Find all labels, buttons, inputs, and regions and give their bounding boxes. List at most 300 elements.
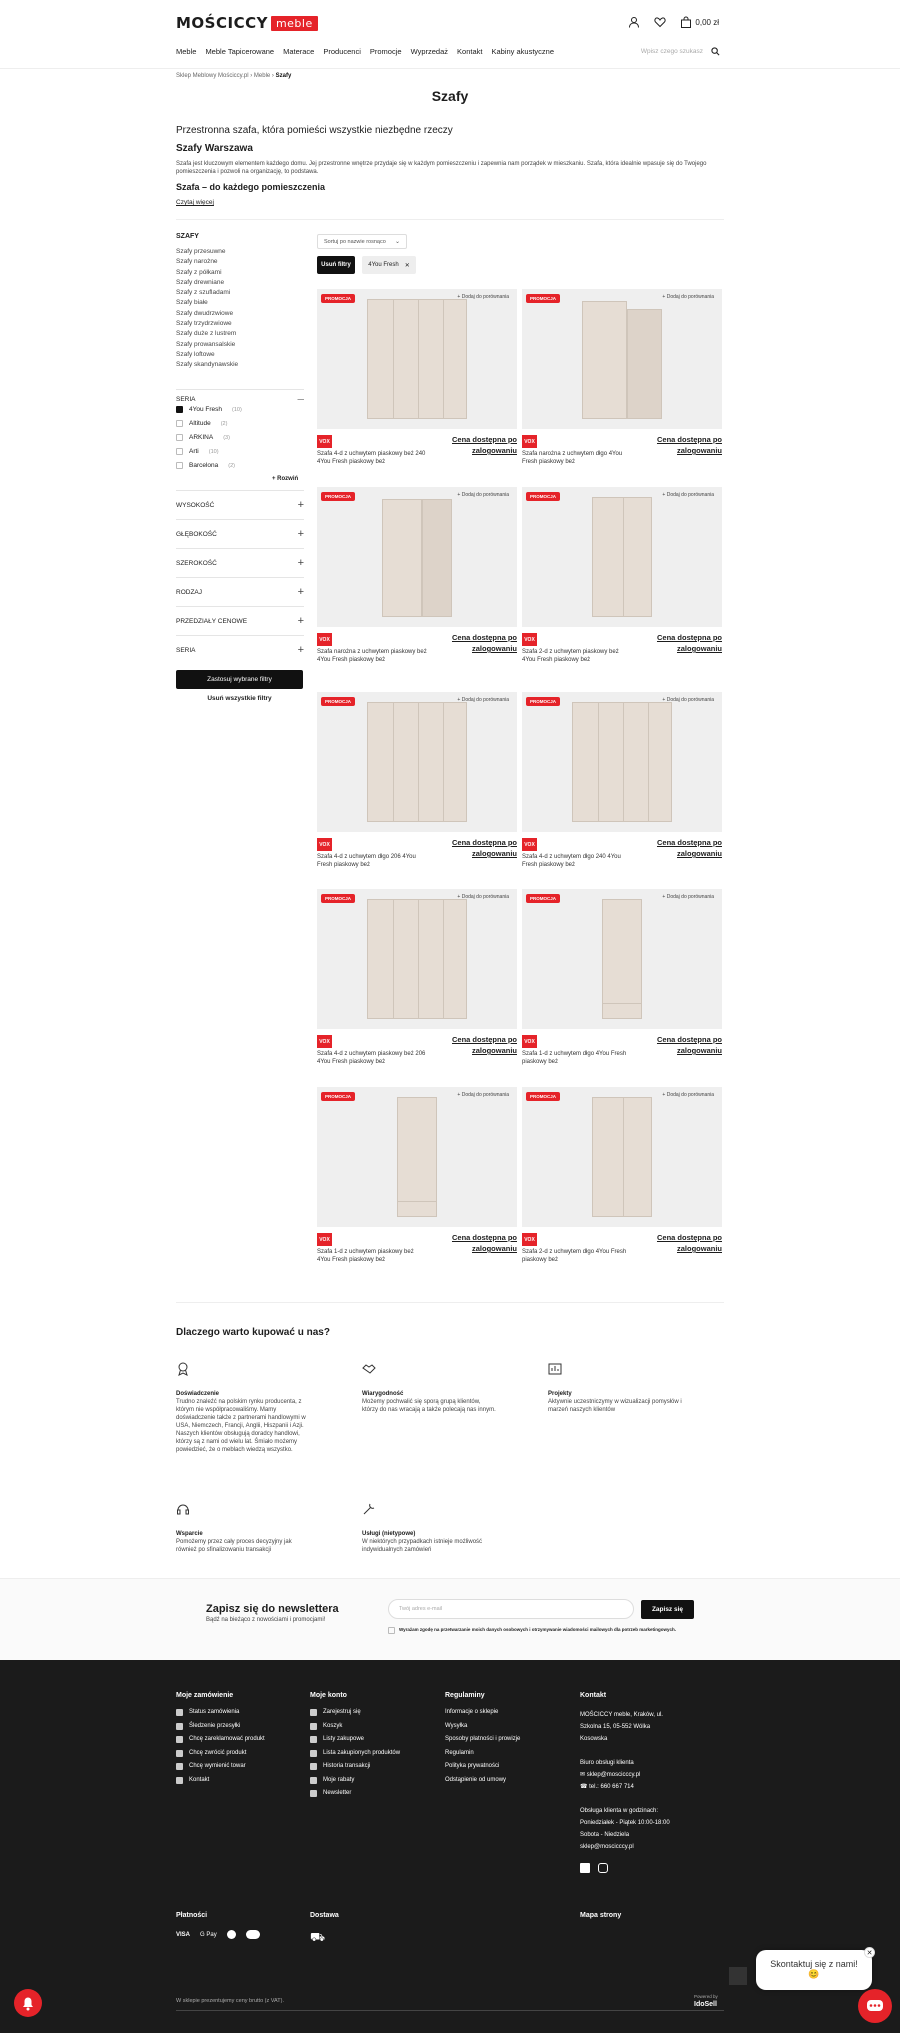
feature-title: Usługi (nietypowe) xyxy=(362,1531,416,1537)
login-price-link[interactable]: Cena dostępna po zalogowaniu xyxy=(451,633,517,653)
discount-icon xyxy=(310,1777,317,1784)
footer-link[interactable] xyxy=(310,1763,420,1771)
why-us-title: Dlaczego warto kupować u nas? xyxy=(176,1327,330,1338)
product-image[interactable] xyxy=(522,1087,722,1227)
compare-link[interactable]: + Dodaj do porównania xyxy=(662,697,714,703)
product-name[interactable]: Szafa 1-d z uchwytem dłgo 4You Fresh piaskowy beż xyxy=(522,1051,627,1065)
delivery-logos xyxy=(310,1930,325,1946)
checkbox[interactable] xyxy=(176,462,183,469)
facet-label: GŁĘBOKOŚĆ xyxy=(176,530,217,538)
filter-option-arkina[interactable] xyxy=(176,434,230,441)
feature-title: Projekty xyxy=(548,1391,572,1397)
bag-icon xyxy=(680,16,692,28)
footer-col-contact xyxy=(580,1692,720,1873)
nav-item-tapicerowane[interactable]: Meble Tapicerowane xyxy=(205,47,275,56)
feature-desc: W niektórych przypadkach istnieje możliwość indywidualnych zamówień xyxy=(362,1539,483,1553)
footer-link[interactable] xyxy=(310,1709,420,1717)
apply-filters-button[interactable]: Zastosuj wybrane filtry xyxy=(176,670,303,689)
gpay-icon: G Pay xyxy=(200,1931,217,1938)
facet-szerokosc[interactable] xyxy=(176,548,304,577)
product-card[interactable] xyxy=(317,889,517,1086)
contact-line: Sobota - Niedziela xyxy=(580,1832,630,1838)
filter-option-label: 4You Fresh xyxy=(189,406,223,413)
feature-trust xyxy=(362,1362,497,1414)
promo-badge: PROMOCJA xyxy=(321,294,355,303)
compare-link[interactable]: + Dodaj do porównania xyxy=(457,697,509,703)
product-image[interactable] xyxy=(522,289,722,429)
divider xyxy=(176,219,724,220)
product-image[interactable] xyxy=(317,487,517,627)
footer-link-label: Newsletter xyxy=(323,1790,352,1796)
footer-link-label: Historia transakcji xyxy=(323,1763,371,1769)
category-link[interactable]: Szafy skandynawskie xyxy=(176,361,239,369)
product-name[interactable]: Szafa narożna z uchwytem dłgo 4You Fresh piaskowy beż xyxy=(522,451,623,465)
product-image[interactable] xyxy=(317,289,517,429)
contact-line: MOŚCICCY meble, Kraków, ul. xyxy=(580,1712,663,1718)
product-card[interactable] xyxy=(317,487,517,684)
category-link[interactable]: Szafy z półkami xyxy=(176,268,222,276)
footer-link[interactable] xyxy=(176,1709,296,1717)
footer-heading: Kontakt xyxy=(580,1692,607,1699)
login-price-link[interactable]: Cena dostępna po zalogowaniu xyxy=(451,1233,517,1253)
compare-link[interactable]: + Dodaj do porównania xyxy=(457,294,509,300)
seria-filter-header[interactable] xyxy=(176,389,304,403)
door-seam xyxy=(623,1098,624,1216)
breadcrumb-home[interactable]: Sklep Meblowy Mościccy.pl xyxy=(176,73,249,79)
category-link[interactable]: Szafy białe xyxy=(176,299,208,307)
chat-icon xyxy=(858,1989,892,2023)
feature-title: Doświadczenie xyxy=(176,1391,220,1397)
payments-title: Płatności xyxy=(176,1912,208,1919)
footer-link-label: Chcę zareklamować produkt xyxy=(189,1736,265,1742)
product-name[interactable]: Szafa 2-d z uchwytem dłgo 4You Fresh piaskowy beż xyxy=(522,1249,627,1263)
sitemap-title[interactable]: Mapa strony xyxy=(580,1912,622,1919)
footer-link-label: Chcę wymienić towar xyxy=(189,1763,246,1769)
product-card[interactable] xyxy=(522,487,722,684)
footer-link[interactable]: Sposoby płatności i prowizje xyxy=(445,1736,521,1742)
compare-link[interactable]: + Dodaj do porównania xyxy=(662,894,714,900)
brand-logo: VOX xyxy=(522,435,537,448)
login-price-link[interactable]: Cena dostępna po zalogowaniu xyxy=(656,1233,722,1253)
login-price-link[interactable]: Cena dostępna po zalogowaniu xyxy=(451,1035,517,1055)
footer-link[interactable] xyxy=(176,1723,296,1731)
drawer xyxy=(603,1003,641,1004)
read-more-link[interactable]: Czytaj więcej xyxy=(176,199,214,206)
powered-by: Powered by xyxy=(694,1994,718,1999)
product-card[interactable] xyxy=(317,692,517,889)
brand-logo: VOX xyxy=(317,633,332,646)
door-seam xyxy=(623,498,624,616)
close-icon[interactable]: ✕ xyxy=(404,262,410,269)
nav-item-wyprzedaz[interactable]: Wyprzedaż xyxy=(410,47,449,56)
promo-badge: PROMOCJA xyxy=(321,1092,355,1101)
compare-link[interactable]: + Dodaj do porównania xyxy=(457,894,509,900)
contact-phone[interactable]: ☎ tel.: 660 667 714 xyxy=(580,1784,634,1790)
category-link[interactable]: Szafy trzydrzwiowe xyxy=(176,320,232,328)
contact-email[interactable]: ✉ sklep@moscicccy.pl xyxy=(580,1772,641,1778)
nav-item-producenci[interactable]: Producenci xyxy=(323,47,361,56)
plus-icon: + xyxy=(297,586,304,598)
sidebar-title: SZAFY xyxy=(176,233,199,240)
compare-link[interactable]: + Dodaj do porównania xyxy=(457,492,509,498)
chevron-down-icon: ⌄ xyxy=(394,239,400,245)
feature-title: Wiarygodność xyxy=(362,1391,404,1397)
list-icon xyxy=(310,1750,317,1757)
category-link[interactable]: Szafy przesuwne xyxy=(176,248,226,255)
instagram-icon[interactable] xyxy=(598,1863,608,1873)
footer-col-rules xyxy=(445,1692,565,1790)
footer-link[interactable]: Regulamin xyxy=(445,1749,474,1756)
compare-link[interactable]: + Dodaj do porównania xyxy=(662,492,714,498)
mail-icon xyxy=(310,1790,317,1797)
delivery-title: Dostawa xyxy=(310,1912,339,1919)
search-input[interactable] xyxy=(600,42,720,60)
wardrobe-image xyxy=(422,499,452,617)
page-title: Szafy xyxy=(431,88,469,104)
product-name[interactable]: Szafa 4-d z uchwytem piaskowy beż 206 4You Fresh piaskowy beż xyxy=(317,1051,426,1065)
wardrobe-image xyxy=(367,702,467,822)
wardrobe-image xyxy=(627,309,662,419)
checkbox[interactable] xyxy=(176,434,183,441)
footer-link[interactable] xyxy=(310,1723,420,1731)
drawer xyxy=(398,1201,436,1202)
footer-link-label: Listy zakupowe xyxy=(323,1736,365,1742)
footer-link-label: Koszyk xyxy=(323,1722,343,1729)
product-card[interactable] xyxy=(522,289,722,486)
category-link[interactable]: Szafy dwudrzwiowe xyxy=(176,309,234,317)
login-price-link[interactable]: Cena dostępna po zalogowaniu xyxy=(656,633,722,653)
product-name[interactable]: Szafa 4-d z uchwytem dłgo 206 4You Fresh piaskowy beż xyxy=(317,854,416,868)
door-seam xyxy=(443,703,444,821)
category-link[interactable]: Szafy duże z lustrem xyxy=(176,330,237,338)
logo-tag: meble xyxy=(271,16,318,31)
footer-heading: Regulaminy xyxy=(445,1692,485,1699)
feature-support xyxy=(176,1502,311,1554)
wardrobe-image xyxy=(582,301,627,419)
door-seam xyxy=(623,703,624,821)
filter-option-label: ARKINA xyxy=(189,434,214,441)
header-divider xyxy=(0,68,900,69)
footer-link[interactable] xyxy=(176,1777,296,1785)
contact-line: Obsługa klienta w godzinach: xyxy=(580,1808,659,1814)
login-price-link[interactable]: Cena dostępna po zalogowaniu xyxy=(451,838,517,858)
compare-link[interactable]: + Dodaj do porównania xyxy=(662,1092,714,1098)
brand-logo: VOX xyxy=(317,435,332,448)
idosell-logo[interactable]: IdoSell xyxy=(694,2001,717,2008)
facet-seria[interactable] xyxy=(176,635,304,664)
newsletter-submit-button[interactable]: Zapisz się xyxy=(641,1600,694,1619)
footer-link-label: Lista zakupionych produktów xyxy=(323,1749,401,1756)
blueprint-icon xyxy=(548,1362,562,1376)
nav-item-materace[interactable]: Materace xyxy=(283,47,315,56)
brand-logo: VOX xyxy=(522,633,537,646)
headset-icon xyxy=(176,1502,190,1516)
product-image[interactable] xyxy=(317,889,517,1029)
spacer xyxy=(580,1793,720,1805)
footer-link-label: Status zamówienia xyxy=(189,1709,240,1715)
brand-logo: VOX xyxy=(522,1035,537,1048)
promo-badge: PROMOCJA xyxy=(526,294,560,303)
facet-label: WYSOKOŚĆ xyxy=(176,501,215,509)
product-image[interactable] xyxy=(317,692,517,832)
plus-icon: + xyxy=(297,499,304,511)
divider xyxy=(176,1302,724,1303)
door-seam xyxy=(648,703,649,821)
filter-option-count: (2) xyxy=(220,420,228,427)
feature-desc: Pomożemy przez cały proces decyzyjny jak również po sfinalizowaniu transakcji xyxy=(176,1539,292,1553)
newsletter-title: Zapisz się do newslettera xyxy=(206,1603,339,1615)
sort-value: Sortuj po nazwie rosnąco xyxy=(324,238,386,245)
nav-item-meble[interactable]: Meble xyxy=(176,47,197,56)
promo-badge: PROMOCJA xyxy=(526,894,560,903)
promo-badge: PROMOCJA xyxy=(321,894,355,903)
feature-title: Wsparcie xyxy=(176,1531,203,1537)
product-card[interactable] xyxy=(522,692,722,889)
category-link[interactable]: Szafy narożne xyxy=(176,258,218,266)
breadcrumb-meble[interactable]: Meble xyxy=(253,73,271,79)
promo-badge: PROMOCJA xyxy=(321,492,355,501)
search-icon[interactable] xyxy=(711,47,720,56)
register-icon xyxy=(310,1709,317,1716)
checkbox-checked[interactable] xyxy=(176,406,183,413)
filter-option-count: (2) xyxy=(228,462,236,469)
filter-option-4you[interactable] xyxy=(176,406,242,413)
footer-link[interactable]: Wysyłka xyxy=(445,1722,468,1729)
door-seam xyxy=(393,703,394,821)
intro-heading-rooms: Szafa – do każdego pomieszczenia xyxy=(176,182,326,192)
nav-item-kabiny[interactable]: Kabiny akustyczne xyxy=(491,47,555,56)
mastercard-icon xyxy=(246,1930,260,1939)
product-name[interactable]: Szafa 1-d z uchwytem piaskowy beż 4You Fresh piaskowy beż xyxy=(317,1249,414,1263)
promo-badge: PROMOCJA xyxy=(321,697,355,706)
product-name[interactable]: Szafa narożna z uchwytem piaskowy beż 4You Fresh piaskowy beż xyxy=(317,649,427,663)
brand-logo: VOX xyxy=(317,838,332,851)
facet-ceny[interactable] xyxy=(176,606,304,635)
social-links xyxy=(580,1863,720,1873)
door-seam xyxy=(443,300,444,418)
facet-label: SERIA xyxy=(176,646,196,654)
filter-option-barcelona[interactable] xyxy=(176,462,235,469)
footer-link[interactable]: Informacje o sklepie xyxy=(445,1709,499,1715)
intro-subheading: Szafy Warszawa xyxy=(176,143,253,154)
facet-glebokosc[interactable] xyxy=(176,519,304,548)
product-image[interactable] xyxy=(317,1087,517,1227)
spacer xyxy=(580,1745,720,1757)
chip-label: 4You Fresh xyxy=(368,262,399,268)
door-seam xyxy=(443,900,444,1018)
phone-icon xyxy=(176,1777,183,1784)
product-card[interactable] xyxy=(522,889,722,1086)
feature-projects xyxy=(548,1362,683,1414)
newsletter-section xyxy=(0,1578,900,1660)
footer-link-label: Chcę zwrócić produkt xyxy=(189,1749,247,1756)
login-price-link[interactable]: Cena dostępna po zalogowaniu xyxy=(451,435,517,455)
wardrobe-image xyxy=(397,1097,437,1217)
brand-logo: VOX xyxy=(317,1035,332,1048)
feature-desc: Trudno znaleźć na polskim rynku producenta, z którym nie współpracowaliśmy. Mamy doświadczenie także z partnerami handlowymi w USA, Niemczech, Francji, Anglii, Hiszpanii i Azji. Naszych klientów obsługują doradcy handlowi, którzy są z nami od wielu lat. Śmiało możemy powiedzieć, że o meblach wiedzą wszystko. xyxy=(176,1399,306,1453)
footer-link-label: Kontakt xyxy=(189,1776,210,1783)
footer-link-label: Zarejestruj się xyxy=(323,1709,361,1715)
warning-icon xyxy=(176,1736,183,1743)
plus-icon: + xyxy=(297,644,304,656)
category-link[interactable]: Szafy drewniane xyxy=(176,278,225,286)
wardrobe-image xyxy=(382,499,422,617)
facet-label: PRZEDZIAŁY CENOWE xyxy=(176,617,248,625)
checkbox[interactable] xyxy=(388,1627,395,1634)
wardrobe-image xyxy=(572,702,672,822)
list-icon xyxy=(310,1736,317,1743)
chat-launcher-button[interactable] xyxy=(858,1989,892,2023)
contact-line: Kosowska xyxy=(580,1736,608,1742)
contact-line: Biuro obsługi klienta xyxy=(580,1760,634,1766)
facet-rodzaj[interactable] xyxy=(176,577,304,606)
footer-heading: Moje zamówienie xyxy=(176,1692,234,1699)
footer-col-order xyxy=(176,1692,296,1790)
chat-bubble[interactable] xyxy=(756,1950,872,1990)
expand-filter-link[interactable]: + Rozwiń xyxy=(272,476,299,482)
plus-icon: + xyxy=(297,557,304,569)
chat-emoji: 😊 xyxy=(808,1969,820,1979)
vat-note: W sklepie prezentujemy ceny brutto (z VAT). xyxy=(176,1998,284,2004)
handshake-icon xyxy=(362,1362,376,1376)
contact-line: Poniedziałek - Piątek 10:00-18:00 xyxy=(580,1820,670,1826)
remove-filters-button[interactable]: Usuń filtry xyxy=(317,256,355,274)
scroll-top-button[interactable] xyxy=(729,1967,747,1985)
user-icon[interactable] xyxy=(628,16,640,28)
feature-desc: Aktywnie uczestniczymy w wizualizacji pomysłów i marzeń naszych klientów xyxy=(548,1399,682,1413)
footer-link-label: Moje rabaty xyxy=(323,1776,355,1783)
footer-link[interactable] xyxy=(310,1777,420,1785)
heart-icon[interactable] xyxy=(654,16,666,28)
newsletter-email-input[interactable]: Twój adres e-mail xyxy=(388,1599,634,1619)
breadcrumb-current: Szafy xyxy=(275,73,292,79)
footer-link[interactable] xyxy=(310,1790,420,1798)
plus-icon: + xyxy=(297,528,304,540)
wardrobe-image xyxy=(367,899,467,1019)
footer-link[interactable] xyxy=(310,1736,420,1744)
compare-link[interactable]: + Dodaj do porównania xyxy=(662,294,714,300)
footer-link[interactable] xyxy=(176,1736,296,1744)
footer-link[interactable] xyxy=(176,1763,296,1771)
category-link[interactable]: Szafy loftowe xyxy=(176,350,215,358)
logo[interactable] xyxy=(176,14,318,32)
award-icon xyxy=(176,1362,190,1376)
cart-icon xyxy=(310,1723,317,1730)
history-icon xyxy=(310,1763,317,1770)
filter-option-label: Arti xyxy=(189,448,199,455)
category-link[interactable]: Szafy z szufladami xyxy=(176,289,231,297)
feature-services xyxy=(362,1502,497,1554)
truck-icon xyxy=(176,1709,183,1716)
product-name[interactable]: Szafa 4-d z uchwytem dłgo 240 4You Fresh piaskowy beż xyxy=(522,854,621,868)
checkbox[interactable] xyxy=(176,420,183,427)
brand-logo: VOX xyxy=(317,1233,332,1246)
door-seam xyxy=(418,900,419,1018)
chat-text: Skontaktuj się z nami! xyxy=(770,1959,858,1969)
active-filter-chip[interactable] xyxy=(362,256,416,274)
promo-badge: PROMOCJA xyxy=(526,492,560,501)
product-image[interactable] xyxy=(522,487,722,627)
promo-badge: PROMOCJA xyxy=(526,1092,560,1101)
filter-option-altitude[interactable] xyxy=(176,420,227,427)
wardrobe-image xyxy=(592,497,652,617)
category-link[interactable]: Szafy prowansalskie xyxy=(176,340,236,348)
login-price-link[interactable]: Cena dostępna po zalogowaniu xyxy=(656,435,722,455)
exchange-icon xyxy=(176,1763,183,1770)
filter-option-count: (10) xyxy=(208,448,219,455)
facet-label: SZEROKOŚĆ xyxy=(176,559,217,567)
wardrobe-image xyxy=(592,1097,652,1217)
notification-bell-button[interactable] xyxy=(14,1989,42,2017)
product-card[interactable] xyxy=(317,289,517,486)
compare-link[interactable]: + Dodaj do porównania xyxy=(457,1092,509,1098)
product-card[interactable] xyxy=(522,1087,722,1284)
login-price-link[interactable]: Cena dostępna po zalogowaniu xyxy=(656,1035,722,1055)
main-nav xyxy=(176,47,554,56)
plus-icon: + xyxy=(297,615,304,627)
nav-item-kontakt[interactable]: Kontakt xyxy=(457,47,483,56)
facet-wysokosc[interactable] xyxy=(176,490,304,519)
promo-badge: PROMOCJA xyxy=(526,697,560,706)
filter-option-label: Altitude xyxy=(189,420,211,427)
door-seam xyxy=(418,300,419,418)
login-price-link[interactable]: Cena dostępna po zalogowaniu xyxy=(656,838,722,858)
checkbox[interactable] xyxy=(176,448,183,455)
door-seam xyxy=(393,300,394,418)
clear-filters-link[interactable]: Usuń wszystkie filtry xyxy=(207,695,272,702)
filter-option-count: (10) xyxy=(232,406,242,413)
nav-item-promocje[interactable]: Promocje xyxy=(369,47,402,56)
facet-label: RODZAJ xyxy=(176,588,202,596)
footer-link[interactable]: Odstąpienie od umowy xyxy=(445,1776,507,1783)
intro-heading: Przestronna szafa, która pomieści wszystkie niezbędne rzeczy xyxy=(176,125,453,136)
footer-col-account xyxy=(310,1692,420,1804)
contact-line: Szkolna 15, 05-552 Wólka xyxy=(580,1724,651,1730)
contact-email[interactable]: sklep@moscicccy.pl xyxy=(580,1844,634,1850)
footer-link[interactable] xyxy=(310,1750,420,1758)
cart-total: 0,00 zł xyxy=(695,17,719,27)
sort-select[interactable] xyxy=(317,234,407,249)
package-icon xyxy=(176,1723,183,1730)
cart-button[interactable] xyxy=(680,16,719,28)
filter-option-arti[interactable] xyxy=(176,448,219,455)
footer-heading: Moje konto xyxy=(310,1692,347,1699)
newsletter-consent[interactable] xyxy=(388,1627,688,1634)
category-list xyxy=(176,247,238,371)
product-name[interactable]: Szafa 2-d z uchwytem piaskowy beż 4You Fresh piaskowy beż xyxy=(522,649,619,663)
return-icon xyxy=(176,1750,183,1757)
facebook-icon[interactable] xyxy=(580,1863,590,1873)
footer-link[interactable]: Polityka prywatności xyxy=(445,1763,500,1769)
product-card[interactable] xyxy=(317,1087,517,1284)
feature-desc: Możemy pochwalić się sporą grupą klientów, którzy do nas wracają a także polecają nas innym. xyxy=(362,1399,496,1413)
bell-icon xyxy=(14,1989,42,2017)
footer-divider xyxy=(176,2010,724,2011)
breadcrumb: Sklep Meblowy Mościccy.pl › Meble › Szafy xyxy=(176,73,292,79)
brand-logo: VOX xyxy=(522,838,537,851)
product-image[interactable] xyxy=(522,889,722,1029)
footer-link[interactable] xyxy=(176,1750,296,1758)
product-name[interactable]: Szafa 4-d z uchwytem piaskowy beż 240 4You Fresh piaskowy beż xyxy=(317,451,426,465)
brand-logo: VOX xyxy=(522,1233,537,1246)
collapse-icon[interactable]: — xyxy=(297,396,304,403)
payment-logos xyxy=(176,1930,260,1939)
filter-option-count: (3) xyxy=(223,434,230,441)
close-icon[interactable]: ✕ xyxy=(864,1947,875,1958)
product-image[interactable] xyxy=(522,692,722,832)
footer-link-label: Śledzenie przesyłki xyxy=(189,1722,241,1729)
door-seam xyxy=(598,703,599,821)
